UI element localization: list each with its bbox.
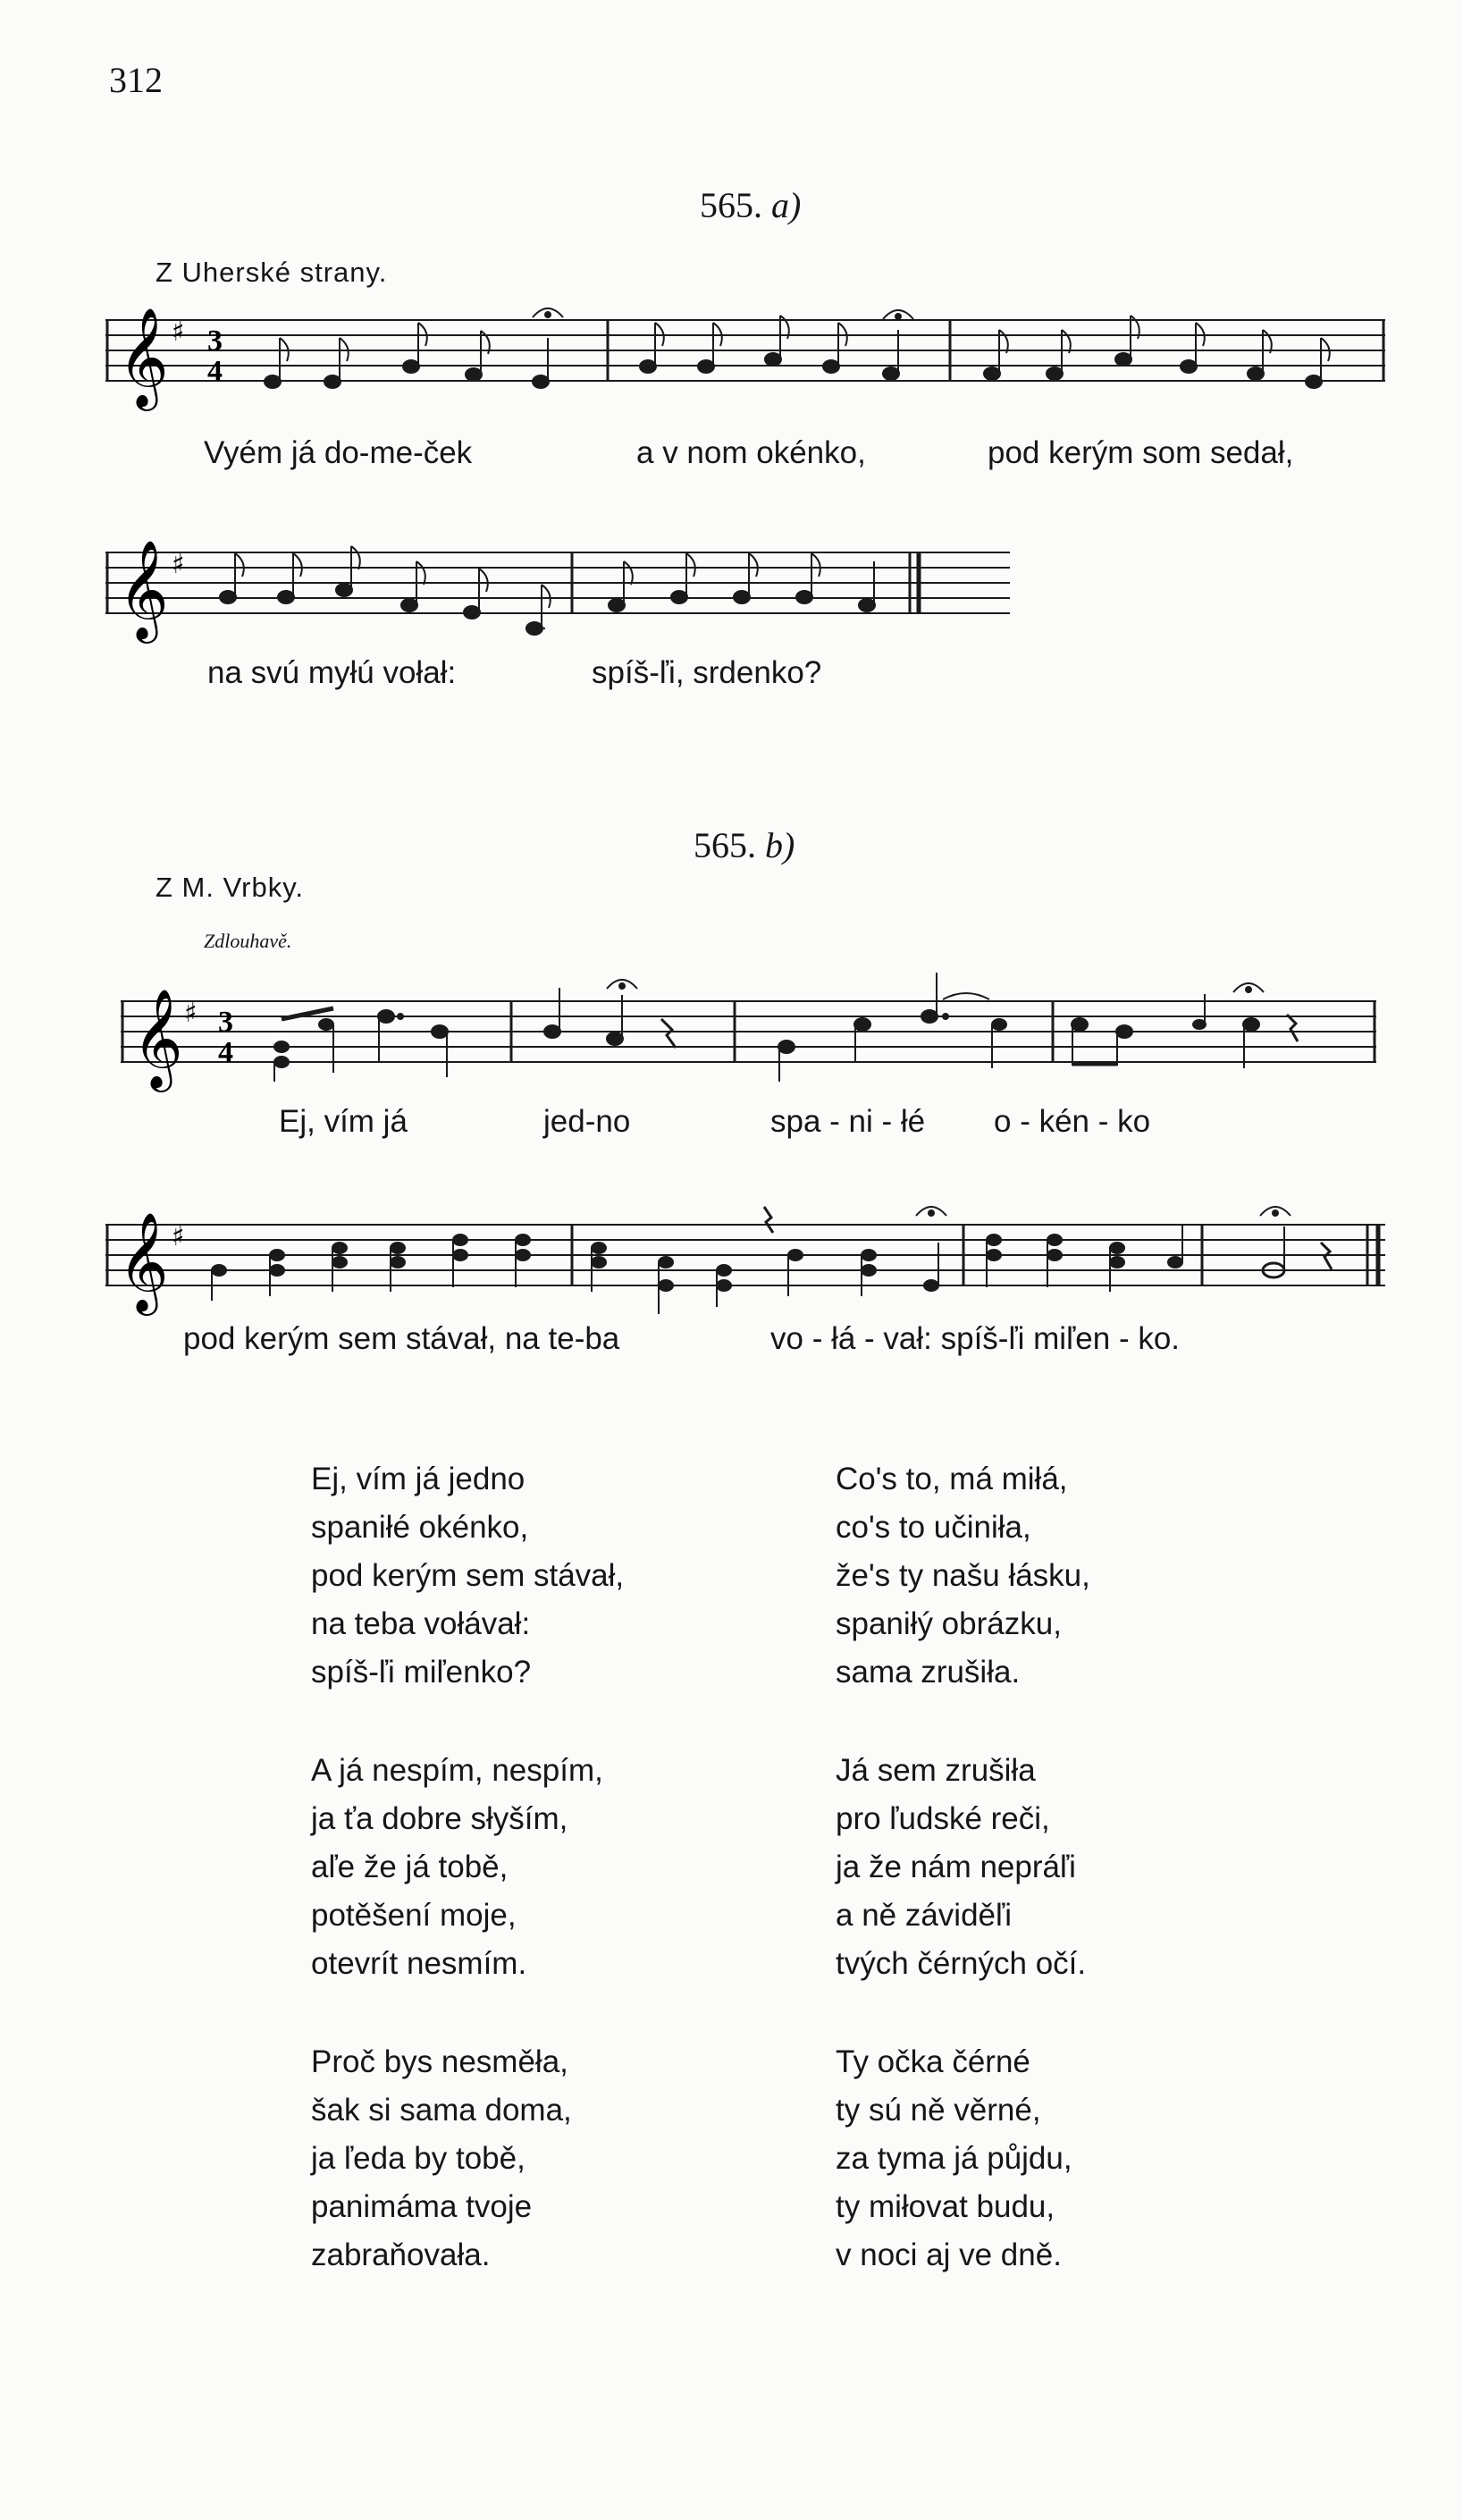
- verse-line: Já sem zrušiła: [836, 1753, 1036, 1788]
- verse-line: za tyma já půjdu,: [836, 2141, 1072, 2176]
- treble-clef-icon: 𝄞: [118, 539, 169, 639]
- verse-line: potěšení moje,: [311, 1898, 517, 1933]
- verse-line: tvých čérných očí.: [836, 1946, 1087, 1981]
- verse-line: v noci aj ve dně.: [836, 2238, 1062, 2272]
- lyric-b2-1: vo - łá - vał: spíš-ľi miľen - ko.: [770, 1321, 1181, 1356]
- song-variant: b): [765, 825, 795, 865]
- verse-line: pro ľudské reči,: [836, 1801, 1050, 1836]
- verse-line: šak si sama doma,: [311, 2093, 572, 2128]
- stanza: [311, 1455, 624, 1697]
- song-number: 565.: [700, 185, 762, 225]
- lyric-a1-0: Vyém já do-me-ček: [204, 435, 473, 470]
- verse-line: Ty očka čérné: [836, 2044, 1030, 2079]
- tempo-marking: Zdlouhavě.: [204, 930, 292, 952]
- verse-line: na teba vołávał:: [311, 1606, 531, 1641]
- verse-line: spaniłé okénko,: [311, 1510, 529, 1545]
- song-variant: a): [771, 185, 802, 225]
- verse-line: ja ľeda by tobě,: [311, 2141, 526, 2176]
- verse-line: ja ťa dobre słyším,: [311, 1801, 568, 1836]
- lyric-b1-3: o - kén - ko: [994, 1104, 1151, 1139]
- lyric-a2-0: na svú myłú vołał:: [207, 655, 457, 690]
- treble-clef-icon: 𝄞: [118, 307, 169, 407]
- staff-lines: [121, 1001, 1376, 1062]
- song-source-b: Z M. Vrbky.: [156, 872, 304, 903]
- verse-line: ty miłovat budu,: [836, 2189, 1055, 2224]
- notes: [220, 546, 875, 635]
- lyric-a2-1: spíš-ľi, srdenko?: [592, 655, 822, 690]
- song-number-a: [700, 184, 801, 226]
- verse-line: Ej, vím já jedno: [311, 1462, 526, 1496]
- verse-line: sama zrušiła.: [836, 1655, 1021, 1690]
- key-signature-sharp: ♯: [184, 998, 198, 1029]
- time-signature-bottom: 4: [218, 1036, 233, 1069]
- verse-line: co's to učiniła,: [836, 1510, 1031, 1545]
- song-number-b: [694, 824, 795, 866]
- lyric-b1-2: spa - ni - łé: [770, 1104, 926, 1139]
- verse-line: že's ty našu łásku,: [836, 1558, 1090, 1593]
- lyric-a1-2: pod kerým som sedał,: [988, 435, 1294, 470]
- notes: [212, 1207, 1332, 1314]
- time-signature-top: 3: [207, 324, 223, 358]
- verse-line: pod kerým sem stávał,: [311, 1558, 625, 1593]
- key-signature-sharp: ♯: [172, 316, 185, 348]
- key-signature-sharp: ♯: [172, 1221, 185, 1252]
- notes: [274, 973, 1298, 1082]
- staff-lines: [105, 1225, 1385, 1285]
- time-signature-top: 3: [218, 1006, 233, 1039]
- verse-line: ty sú ně věrné,: [836, 2093, 1041, 2128]
- verse-line: a ně záviděľi: [836, 1898, 1012, 1933]
- stanza: [836, 2038, 1090, 2280]
- verse-line: aľe že já tobě,: [311, 1850, 509, 1884]
- page-number: 312: [109, 60, 163, 100]
- staff-b-1: [0, 965, 1463, 1100]
- verse-line: zabraňovała.: [311, 2238, 491, 2272]
- verse-line: otevrít nesmím.: [311, 1946, 527, 1981]
- key-signature-sharp: ♯: [172, 549, 185, 580]
- stanza: [311, 2038, 624, 2280]
- treble-clef-icon: 𝄞: [132, 988, 183, 1088]
- lyric-b1-1: jed-no: [543, 1104, 631, 1139]
- staff-a-2: [0, 527, 1463, 644]
- verse-line: panimáma tvoje: [311, 2189, 533, 2224]
- time-signature-bottom: 4: [207, 355, 223, 388]
- stanza: [836, 1747, 1090, 1988]
- stanza: [836, 1455, 1090, 1697]
- staff-b-2: [0, 1180, 1463, 1323]
- verse-line: spíš-ľi miľenko?: [311, 1655, 532, 1690]
- verses-right-column: [836, 1455, 1090, 2330]
- verse-line: spaniłý obrázku,: [836, 1606, 1062, 1641]
- stanza: [311, 1747, 624, 1988]
- staff-a-1: [0, 295, 1463, 429]
- lyric-b1-0: Ej, vím já: [279, 1104, 408, 1139]
- verse-line: Proč bys nesměła,: [311, 2044, 568, 2079]
- verses-left-column: [311, 1455, 624, 2330]
- song-source-a: Z Uherské strany.: [156, 257, 388, 288]
- verse-line: ja že nám nepráľi: [836, 1850, 1076, 1884]
- lyric-b2-0: pod kerým sem stávał, na te-ba: [183, 1321, 620, 1356]
- treble-clef-icon: 𝄞: [118, 1211, 169, 1311]
- verse-line: Co's to, má miłá,: [836, 1462, 1068, 1496]
- verse-line: A já nespím, nespím,: [311, 1753, 603, 1788]
- song-number: 565.: [694, 825, 756, 865]
- lyric-a1-1: a v nom okénko,: [636, 435, 866, 470]
